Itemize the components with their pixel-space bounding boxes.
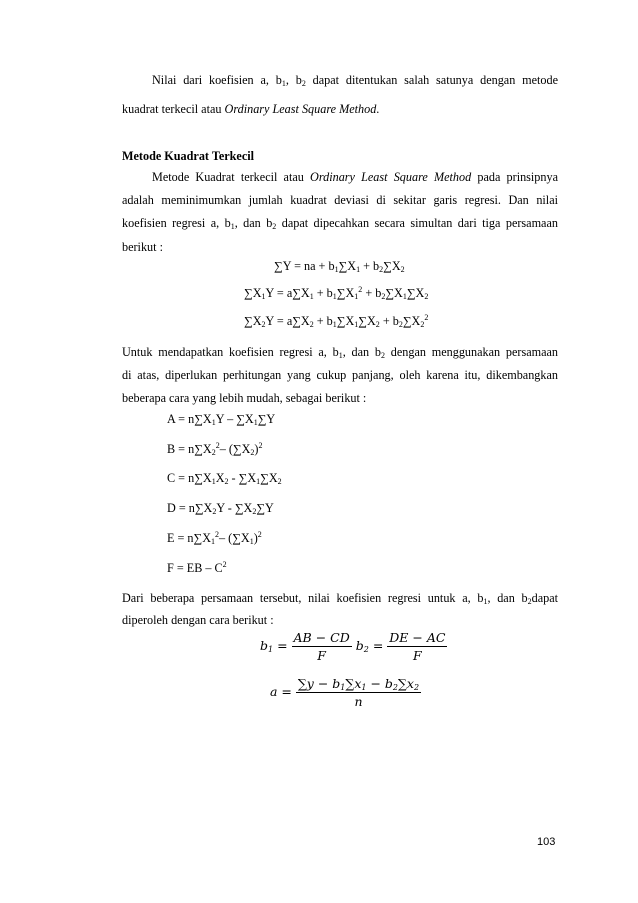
formula-b1: $b_1$ = $\frac{AB - CD}{F}$ [260,630,350,663]
formula-b2-denominator: F [413,648,422,663]
page-number: 103 [537,836,556,848]
para2-line-2: di atas, diperlukan perhitungan yang cukup panjang, oleh karena itu, dikembangkan [122,368,558,382]
para3-line-1: Dari beberapa persamaan tersebut, nilai koefisien regresi untuk a, $b_1$, dan $b_2dapat$ [122,591,558,606]
intro-line-2: kuadrat terkecil atau Ordinary Least Square Method. [122,102,380,116]
formula-b1-denominator: F [317,648,326,663]
intro-line-1: Nilai dari koefisien a, $b_1$, $b_2$ dapat ditentukan salah satunya dengan metode [152,73,558,88]
equation-3: $\sum X_2Y = a\sum X_2 + b_1\sum X_1\sum X_2 + b_2\sum X_2^2$ [244,313,429,329]
definition-d: $D = n\sum X_2Y - \sum X_2\sum Y$ [167,501,274,516]
para2-line-3: beberapa cara yang lebih mudah, sebagai berikut : [122,391,367,405]
formula-b1-b2 [260,630,447,663]
formula-a: a = $\frac{\sum y - b_1\sum x_1 - b_2\sum x_2}{n}$ [270,676,420,709]
section-p3: koefisien regresi a, $b_1$, dan $b_2$ dapat dipecahkan secara simultan dari tiga persamaan [122,216,558,231]
formula-b2: $b_2$ = $\frac{DE - AC}{F}$ [355,630,446,663]
section-p1: Metode Kuadrat terkecil atau Ordinary Least Square Method pada prinsipnya [152,170,558,184]
formula-b1-numerator: AB − CD [293,630,350,645]
definition-a: $A = n\sum X_1Y - \sum X_1\sum Y$ [167,412,276,427]
equation-2: $\sum X_1Y = a\sum X_1 + b_1\sum X_1^2 + b_2\sum X_1\sum X_2$ [244,285,429,301]
definition-c: $C = n\sum X_1X_2 - \sum X_1\sum X_2$ [167,471,282,486]
formula-a-numerator: $\sum y - b_1\sum x_1 - b_2\sum x_2$ [297,676,420,692]
definition-b: $B = n\sum X_2^2-$ $(\sum X_2)^2$ [167,441,263,457]
formula-a-denominator: n [354,694,363,709]
para3-line-2: diperoleh dengan cara berikut : [122,613,274,627]
section-heading: Metode Kuadrat Terkecil [122,149,255,163]
formula-b2-numerator: DE − AC [389,630,446,645]
section-p4: berikut : [122,240,163,254]
para2-line-1: Untuk mendapatkan koefisien regresi a, $b_1$, dan $b_2$ dengan menggunakan persamaan [122,345,558,360]
equation-1: ∑Y = na + $b_1\sum X_1 + b_2\sum X_2$ [274,259,405,274]
definition-e: $E = n\sum X_1^2-$ $(\sum X_1)^2$ [167,530,262,546]
definition-f: F = EB – $C^2$ [167,560,227,575]
section-p2: adalah meminimumkan jumlah kuadrat deviasi di sekitar garis regresi. Dan nilai [122,193,558,207]
